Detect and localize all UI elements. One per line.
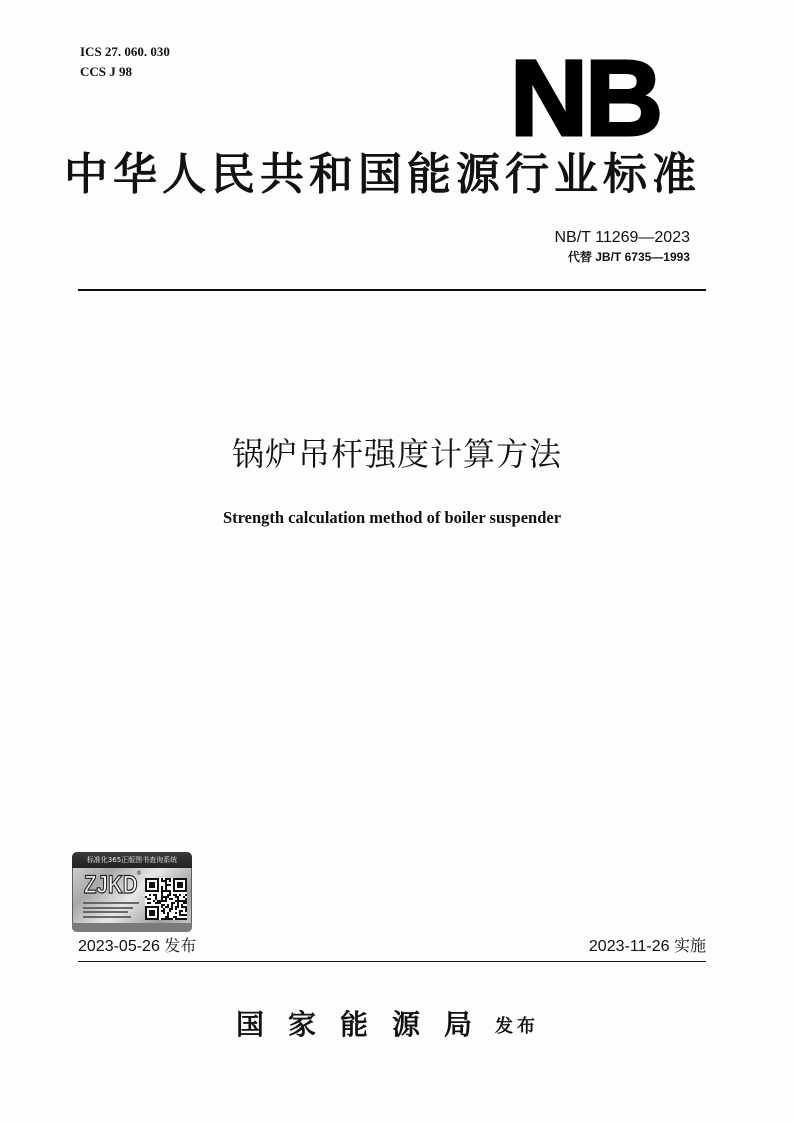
bottom-divider <box>78 961 706 962</box>
qr-module <box>167 912 169 914</box>
qr-module <box>167 890 169 892</box>
sticker-brand-logo: ZJKD <box>84 871 138 899</box>
qr-module <box>165 884 167 886</box>
qr-module <box>175 900 177 902</box>
qr-module <box>161 896 163 898</box>
qr-module <box>161 888 163 890</box>
nb-logo: NB <box>510 37 660 158</box>
qr-module <box>175 894 177 896</box>
qr-module <box>175 908 177 910</box>
qr-module <box>163 896 165 898</box>
qr-module <box>169 878 171 880</box>
qr-module <box>171 904 173 906</box>
qr-module <box>169 894 171 896</box>
qr-module <box>161 880 163 882</box>
qr-module <box>177 898 179 900</box>
qr-module <box>161 900 163 902</box>
qr-module <box>159 900 161 902</box>
qr-module <box>161 898 163 900</box>
qr-module <box>183 914 185 916</box>
qr-module <box>185 906 187 908</box>
qr-module <box>165 878 167 880</box>
sticker-system-name: 标准化365正版图书查询系统 <box>86 856 178 864</box>
qr-module <box>165 916 167 918</box>
qr-module <box>185 908 187 910</box>
qr-module <box>169 910 171 912</box>
qr-module <box>165 906 167 908</box>
qr-module <box>185 914 187 916</box>
qr-module <box>161 906 163 908</box>
qr-module <box>163 918 165 920</box>
qr-module <box>177 902 179 904</box>
qr-module <box>183 900 185 902</box>
qr-module <box>185 898 187 900</box>
qr-module <box>171 908 173 910</box>
qr-module <box>149 902 151 904</box>
anti-counterfeit-sticker <box>72 852 192 932</box>
qr-module <box>163 880 165 882</box>
qr-module <box>183 896 185 898</box>
qr-module <box>155 896 157 898</box>
qr-module <box>167 906 169 908</box>
qr-module <box>165 882 167 884</box>
ccs-code: CCS J 98 <box>80 64 133 79</box>
qr-module <box>179 910 181 912</box>
qr-module <box>175 906 177 908</box>
qr-module <box>165 886 167 888</box>
qr-module <box>181 910 183 912</box>
qr-module <box>163 908 165 910</box>
qr-module <box>169 884 171 886</box>
qr-module <box>175 918 177 920</box>
qr-module <box>155 894 157 896</box>
qr-module <box>177 896 179 898</box>
qr-module <box>181 900 183 902</box>
qr-module <box>173 902 175 904</box>
issue-date: 2023-05-26 发布 <box>78 938 197 955</box>
qr-module <box>185 918 187 920</box>
qr-module <box>153 894 155 896</box>
qr-module <box>173 916 175 918</box>
qr-module <box>185 900 187 902</box>
standard-number: NB/T 11269—2023 <box>554 229 690 246</box>
qr-module <box>161 886 163 888</box>
qr-module <box>181 918 183 920</box>
qr-module <box>177 906 179 908</box>
qr-module <box>165 888 167 890</box>
implementation-date: 2023-11-26 实施 <box>588 938 706 955</box>
qr-code-icon <box>145 878 187 920</box>
replaced-standard: 代替 JB/T 6735—1993 <box>567 250 690 264</box>
qr-module <box>179 914 181 916</box>
qr-module <box>163 890 165 892</box>
registered-mark-icon: ® <box>136 870 142 877</box>
issuing-authority: 国家能源局 <box>236 1008 497 1041</box>
qr-module <box>171 902 173 904</box>
qr-module <box>175 916 177 918</box>
qr-module <box>163 910 165 912</box>
qr-module <box>169 898 171 900</box>
qr-module <box>167 894 169 896</box>
qr-module <box>183 902 185 904</box>
qr-module <box>147 898 149 900</box>
qr-module <box>177 904 179 906</box>
qr-module <box>169 880 171 882</box>
qr-module <box>161 894 163 896</box>
qr-module <box>163 904 165 906</box>
qr-module <box>161 918 163 920</box>
qr-module <box>149 894 151 896</box>
qr-module <box>167 878 169 880</box>
qr-module <box>163 900 165 902</box>
qr-module <box>159 902 161 904</box>
qr-module <box>149 910 155 916</box>
qr-module <box>167 916 169 918</box>
qr-module <box>171 918 173 920</box>
qr-module <box>149 898 151 900</box>
ics-code: ICS 27. 060. 030 <box>80 44 170 59</box>
sticker-footer-band <box>72 923 192 932</box>
top-divider <box>78 289 706 291</box>
qr-module <box>161 910 163 912</box>
qr-module <box>157 902 159 904</box>
qr-module <box>173 894 175 896</box>
qr-module <box>181 904 183 906</box>
qr-module <box>161 878 163 880</box>
qr-module <box>181 914 183 916</box>
qr-module <box>179 912 181 914</box>
issuing-action: 发布 <box>495 1016 539 1037</box>
qr-module <box>149 882 155 888</box>
qr-module <box>167 914 169 916</box>
sticker-header-band <box>72 852 192 868</box>
qr-module <box>179 894 181 896</box>
qr-module <box>153 900 155 902</box>
fine-print-line <box>83 916 131 918</box>
document-title-english: Strength calculation method of boiler suspender <box>222 508 562 527</box>
qr-module <box>161 904 163 906</box>
qr-module <box>185 894 187 896</box>
qr-module <box>163 912 165 914</box>
qr-module <box>167 918 169 920</box>
qr-module <box>161 892 163 894</box>
qr-module <box>165 900 167 902</box>
qr-module <box>177 882 183 888</box>
qr-module <box>165 918 167 920</box>
qr-module <box>167 896 169 898</box>
qr-module <box>169 908 171 910</box>
qr-module <box>171 898 173 900</box>
qr-module <box>185 902 187 904</box>
qr-module <box>147 902 149 904</box>
qr-module <box>155 898 157 900</box>
qr-module <box>165 898 167 900</box>
qr-module <box>179 900 181 902</box>
qr-module <box>177 900 179 902</box>
qr-module <box>161 890 163 892</box>
standard-category-title: 中华人民共和国能源行业标准 <box>64 149 701 200</box>
fine-print-line <box>83 911 128 913</box>
qr-module <box>175 896 177 898</box>
qr-module <box>165 896 167 898</box>
qr-module <box>181 906 183 908</box>
qr-module <box>167 904 169 906</box>
qr-module <box>183 918 185 920</box>
qr-module <box>175 912 177 914</box>
qr-module <box>165 880 167 882</box>
document-title-chinese: 锅炉吊杆强度计算方法 <box>231 435 562 473</box>
qr-module <box>169 918 171 920</box>
qr-module <box>155 902 157 904</box>
qr-module <box>145 896 147 898</box>
fine-print-line <box>83 907 133 909</box>
qr-module <box>169 890 171 892</box>
qr-module <box>167 884 169 886</box>
qr-module <box>165 890 167 892</box>
qr-module <box>171 906 173 908</box>
qr-module <box>185 910 187 912</box>
qr-module <box>169 892 171 894</box>
qr-module <box>157 900 159 902</box>
fine-print-line <box>83 902 139 904</box>
qr-module <box>177 918 179 920</box>
sticker-fine-print <box>83 902 139 920</box>
qr-module <box>183 906 185 908</box>
qr-module <box>179 918 181 920</box>
